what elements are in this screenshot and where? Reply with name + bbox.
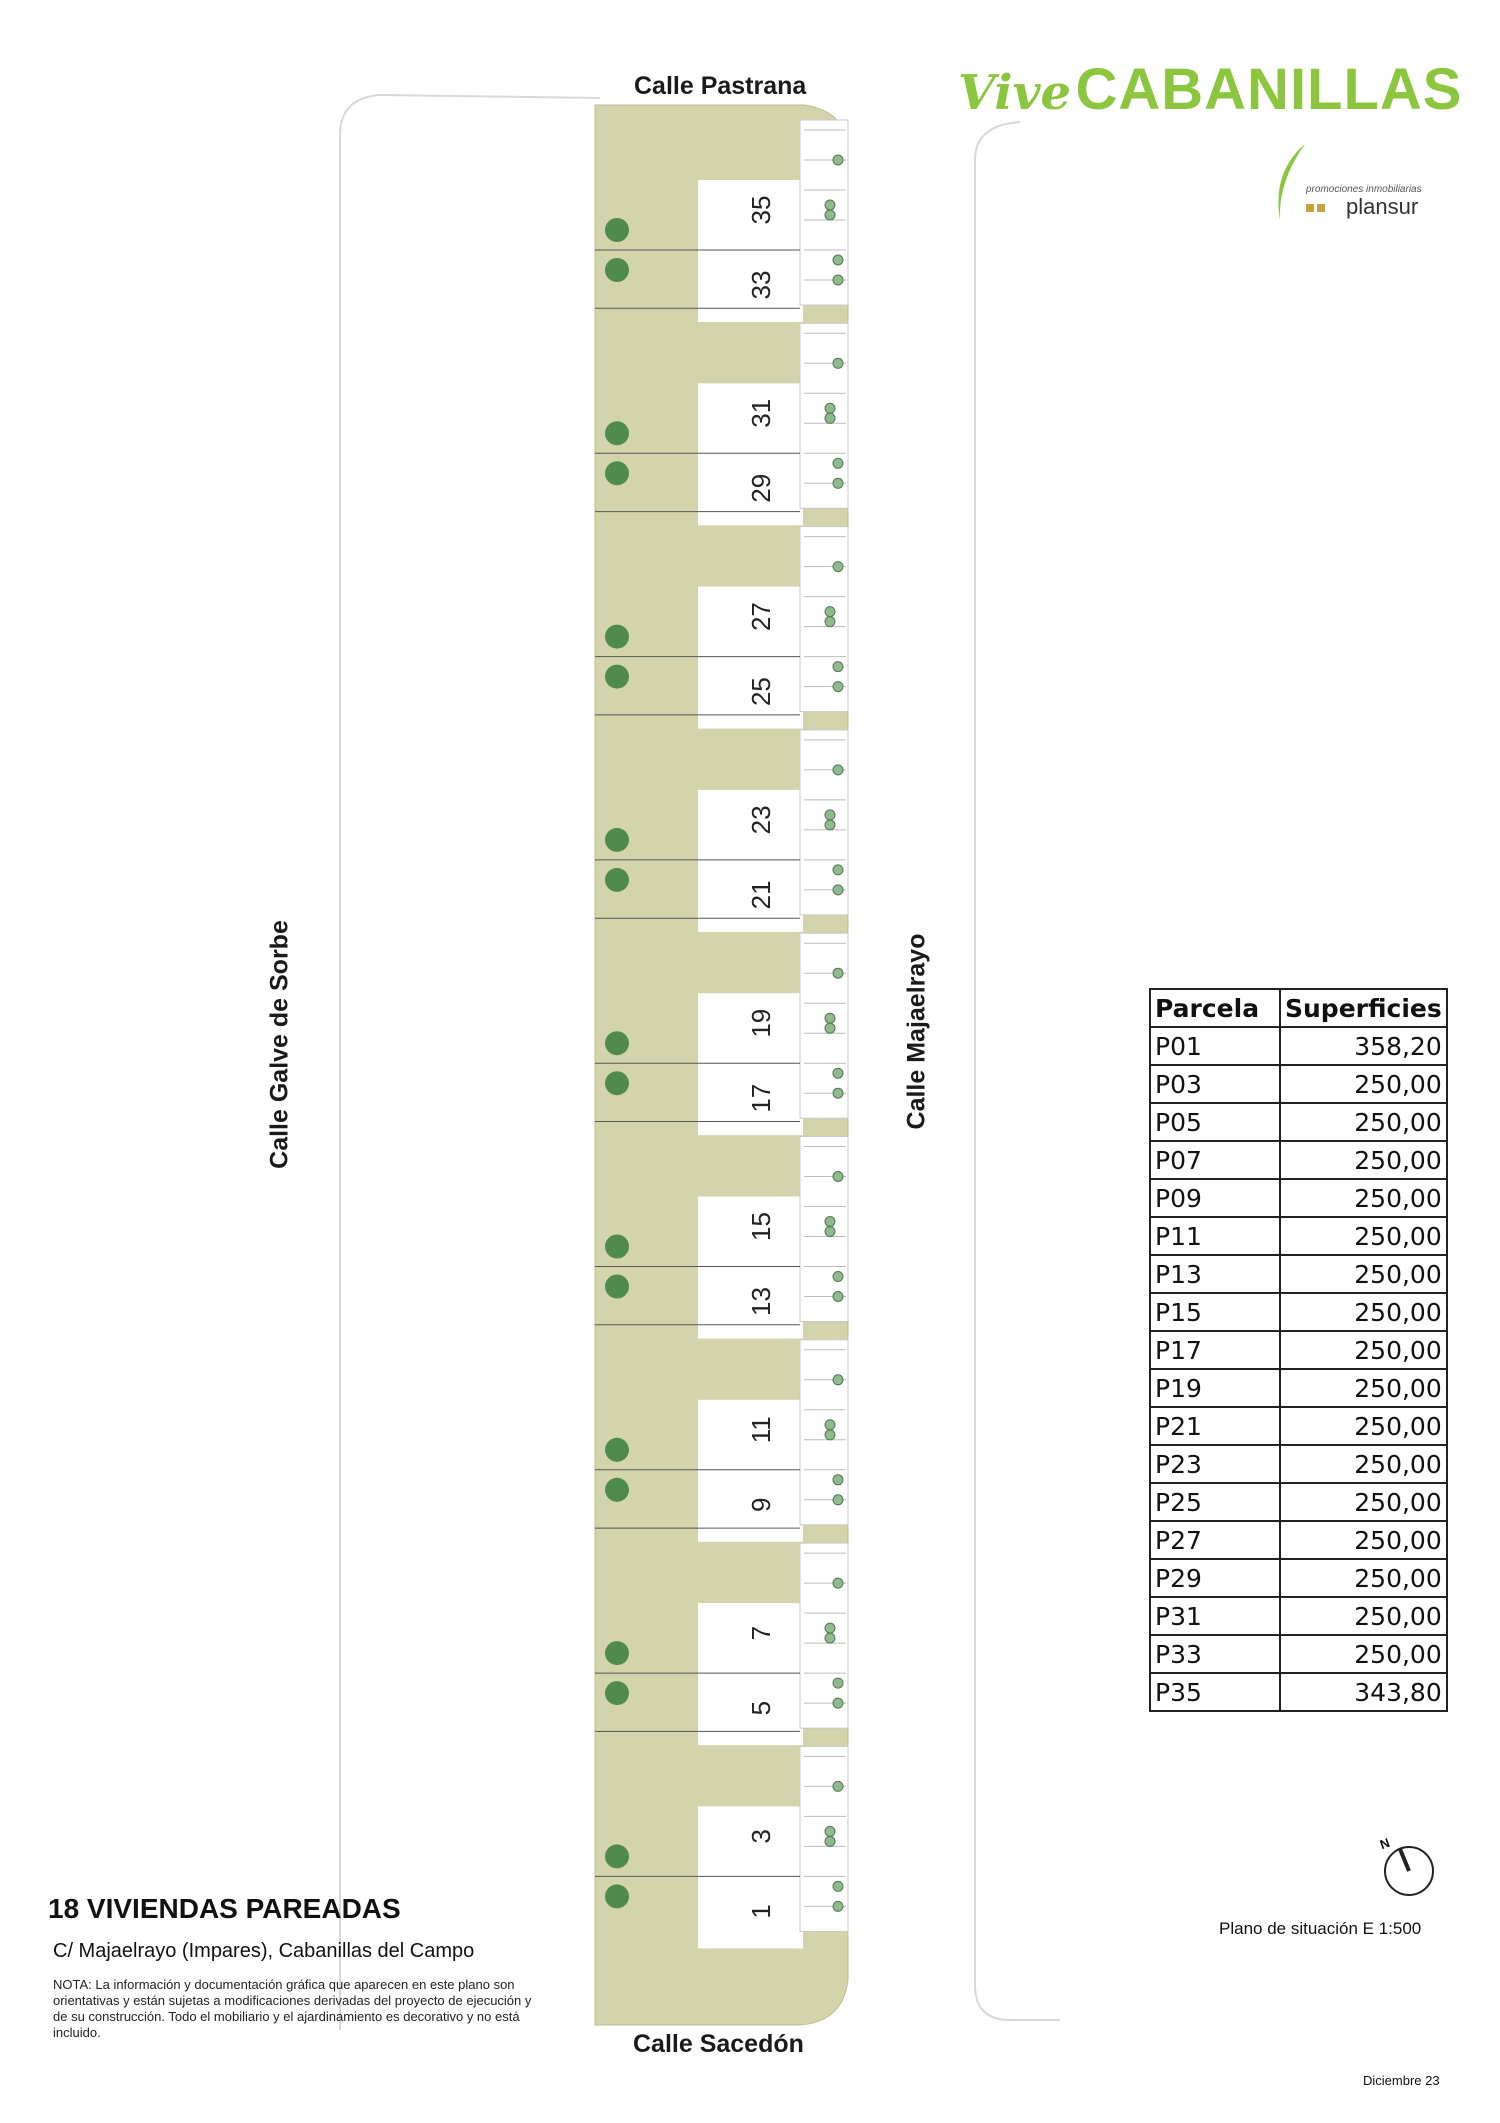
table-row xyxy=(1150,1027,1447,1065)
shrub-icon xyxy=(825,820,835,830)
plansur-tagline: promociones inmobiliarias xyxy=(1306,184,1422,195)
plot-number: 9 xyxy=(746,1497,776,1513)
parcel-id-cell: P23 xyxy=(1150,1445,1280,1483)
shrub-icon xyxy=(833,562,843,572)
parcel-area-cell: 250,00 xyxy=(1280,1255,1447,1293)
parcel-area-cell: 250,00 xyxy=(1280,1065,1447,1103)
parcel-id-cell: P31 xyxy=(1150,1597,1280,1635)
shrub-icon xyxy=(825,403,835,413)
tree-icon xyxy=(605,1275,629,1299)
tree-icon xyxy=(605,665,629,689)
street-east: Calle Majaelrayo xyxy=(902,933,931,1130)
shrub-icon xyxy=(833,968,843,978)
parcel-area-cell: 250,00 xyxy=(1280,1293,1447,1331)
table-row xyxy=(1150,1559,1447,1597)
shrub-icon xyxy=(833,275,843,285)
parcel-id-cell: P15 xyxy=(1150,1293,1280,1331)
shrub-icon xyxy=(833,358,843,368)
parcel-id-cell: P25 xyxy=(1150,1483,1280,1521)
table-row xyxy=(1150,1141,1447,1179)
shrub-icon xyxy=(833,1475,843,1485)
parcel-id-cell: P09 xyxy=(1150,1179,1280,1217)
table-row xyxy=(1150,1407,1447,1445)
parcel-id-cell: P27 xyxy=(1150,1521,1280,1559)
shrub-icon xyxy=(833,1375,843,1385)
shrub-icon xyxy=(833,765,843,775)
parcel-id-cell: P35 xyxy=(1150,1673,1280,1711)
gold-square-icon xyxy=(1306,204,1314,212)
parcel-area-cell: 358,20 xyxy=(1280,1027,1447,1065)
shrub-icon xyxy=(825,1836,835,1846)
shrub-icon xyxy=(825,617,835,627)
house-footprint xyxy=(698,1806,803,1948)
plot-number: 29 xyxy=(746,473,776,503)
shrub-icon xyxy=(825,1623,835,1633)
tree-icon xyxy=(605,421,629,445)
plot-number: 31 xyxy=(746,398,776,428)
plot-number: 17 xyxy=(746,1083,776,1113)
shrub-icon xyxy=(833,1781,843,1791)
parcel-area-cell: 250,00 xyxy=(1280,1445,1447,1483)
project-address: C/ Majaelrayo (Impares), Cabanillas del Campo xyxy=(53,1940,475,1962)
shrub-icon xyxy=(825,1633,835,1643)
tree-icon xyxy=(605,1031,629,1055)
parcel-area-cell: 250,00 xyxy=(1280,1559,1447,1597)
shrub-icon xyxy=(833,885,843,895)
plansur-name: plansur xyxy=(1346,194,1419,219)
tree-icon xyxy=(605,625,629,649)
north-arrow-icon xyxy=(1382,1844,1436,1898)
plot-number: 25 xyxy=(746,677,776,707)
street-north: Calle Pastrana xyxy=(634,72,807,100)
tree-icon xyxy=(605,1681,629,1705)
shrub-icon xyxy=(825,1420,835,1430)
leaf-icon xyxy=(1270,142,1310,222)
table-row xyxy=(1150,1597,1447,1635)
shrub-icon xyxy=(825,1217,835,1227)
parcel-area-cell: 250,00 xyxy=(1280,1179,1447,1217)
street-west: Calle Galve de Sorbe xyxy=(265,920,294,1169)
parcel-id-cell: P05 xyxy=(1150,1103,1280,1141)
parcel-id-cell: P07 xyxy=(1150,1141,1280,1179)
parcel-area-cell: 250,00 xyxy=(1280,1407,1447,1445)
project-note: NOTA: La información y documentación gráfica que aparecen en este plano son orientativas y están sujetas a modificaciones derivadas del proyecto de ejecución y de su construcción. Todo el mobiliario y el ajardinamiento es decorativo y no está incluido. xyxy=(53,1977,532,2040)
shrub-icon xyxy=(833,1088,843,1098)
shrub-icon xyxy=(833,155,843,165)
tree-icon xyxy=(605,828,629,852)
parcel-id-cell: P03 xyxy=(1150,1065,1280,1103)
shrub-icon xyxy=(833,1578,843,1588)
shrub-icon xyxy=(833,1698,843,1708)
tree-icon xyxy=(605,218,629,242)
tree-icon xyxy=(605,1438,629,1462)
tree-icon xyxy=(605,258,629,282)
west-street-outline xyxy=(340,95,600,2030)
table-row xyxy=(1150,1445,1447,1483)
scale-label: Plano de situación E 1:500 xyxy=(1219,1919,1422,1938)
shrub-icon xyxy=(825,1013,835,1023)
parcel-table xyxy=(1149,988,1448,1712)
shrub-icon xyxy=(825,810,835,820)
parcel-id-cell: P17 xyxy=(1150,1331,1280,1369)
tree-icon xyxy=(605,1071,629,1095)
parcel-table-wrapper xyxy=(1149,988,1448,1712)
shrub-icon xyxy=(825,607,835,617)
parcel-area-cell: 250,00 xyxy=(1280,1141,1447,1179)
east-street-outline xyxy=(975,122,1060,2020)
compass xyxy=(1377,1834,1440,1896)
plot-number: 15 xyxy=(746,1212,776,1241)
tree-icon xyxy=(605,1235,629,1259)
shrub-icon xyxy=(825,1227,835,1237)
parcel-id-cell: P13 xyxy=(1150,1255,1280,1293)
parcel-area-cell: 343,80 xyxy=(1280,1673,1447,1711)
plot-number: 3 xyxy=(746,1829,776,1844)
table-row xyxy=(1150,1369,1447,1407)
shrub-icon xyxy=(833,1172,843,1182)
table-row xyxy=(1150,1065,1447,1103)
plot-number: 19 xyxy=(746,1008,776,1038)
compass-label: N xyxy=(1377,1834,1392,1853)
header-superficies: Superficies xyxy=(1280,989,1447,1027)
shrub-icon xyxy=(825,1023,835,1033)
street-south: Calle Sacedón xyxy=(633,2030,804,2058)
gold-square-icon xyxy=(1317,204,1325,212)
plot-number: 1 xyxy=(746,1904,776,1919)
parcel-area-cell: 250,00 xyxy=(1280,1369,1447,1407)
plot-number: 5 xyxy=(746,1700,776,1716)
plot-number: 11 xyxy=(746,1416,776,1444)
table-row xyxy=(1150,1255,1447,1293)
parcel-id-cell: P19 xyxy=(1150,1369,1280,1407)
table-row xyxy=(1150,1293,1447,1331)
parcel-area-cell: 250,00 xyxy=(1280,1217,1447,1255)
tree-icon xyxy=(605,461,629,485)
parcel-area-cell: 250,00 xyxy=(1280,1597,1447,1635)
parcel-area-cell: 250,00 xyxy=(1280,1483,1447,1521)
shrub-icon xyxy=(825,200,835,210)
parcel-id-cell: P21 xyxy=(1150,1407,1280,1445)
shrub-icon xyxy=(833,1068,843,1078)
parcel-id-cell: P01 xyxy=(1150,1027,1280,1065)
shrub-icon xyxy=(833,865,843,875)
plot-number: 23 xyxy=(746,805,776,835)
shrub-icon xyxy=(833,458,843,468)
shrub-icon xyxy=(833,1292,843,1302)
table-header-row xyxy=(1150,989,1447,1027)
shrub-icon xyxy=(825,413,835,423)
shrub-icon xyxy=(833,682,843,692)
shrub-icon xyxy=(833,1901,843,1911)
parcel-area-cell: 250,00 xyxy=(1280,1521,1447,1559)
tree-icon xyxy=(605,1844,629,1868)
plot-number: 33 xyxy=(746,270,776,300)
shrub-icon xyxy=(833,1272,843,1282)
header-parcela: Parcela xyxy=(1150,989,1280,1027)
tree-icon xyxy=(605,1884,629,1908)
table-row xyxy=(1150,1673,1447,1711)
tree-icon xyxy=(605,1641,629,1665)
parcel-area-cell: 250,00 xyxy=(1280,1103,1447,1141)
table-row xyxy=(1150,1521,1447,1559)
shrub-icon xyxy=(833,1678,843,1688)
table-body xyxy=(1150,1027,1447,1711)
plot-number: 13 xyxy=(746,1287,776,1316)
parcel-id-cell: P29 xyxy=(1150,1559,1280,1597)
plot-number: 21 xyxy=(746,880,776,910)
project-title: 18 VIVIENDAS PAREADAS xyxy=(48,1893,401,1924)
table-row xyxy=(1150,1217,1447,1255)
tree-icon xyxy=(605,1478,629,1502)
tree-icon xyxy=(605,868,629,892)
shrub-icon xyxy=(833,1495,843,1505)
shrub-icon xyxy=(833,478,843,488)
table-row xyxy=(1150,1483,1447,1521)
brand-vive: Vive xyxy=(958,65,1072,121)
parcel-id-cell: P33 xyxy=(1150,1635,1280,1673)
shrub-icon xyxy=(825,1430,835,1440)
parcel-area-cell: 250,00 xyxy=(1280,1635,1447,1673)
house-footprint xyxy=(698,1603,803,1745)
parcel-id-cell: P11 xyxy=(1150,1217,1280,1255)
plot-number: 7 xyxy=(746,1625,776,1641)
shrub-icon xyxy=(833,662,843,672)
plot-number: 27 xyxy=(746,602,776,632)
table-row xyxy=(1150,1331,1447,1369)
shrub-icon xyxy=(825,210,835,220)
plan-date: Diciembre 23 xyxy=(1363,2073,1440,2088)
shrub-icon xyxy=(833,1881,843,1891)
brand-name: CABANILLAS xyxy=(1075,57,1463,122)
shrub-icon xyxy=(825,1826,835,1836)
parcel-area-cell: 250,00 xyxy=(1280,1331,1447,1369)
brand-logo xyxy=(958,56,1463,123)
shrub-icon xyxy=(833,255,843,265)
table-row xyxy=(1150,1179,1447,1217)
plansur-logo xyxy=(1270,142,1450,222)
table-row xyxy=(1150,1635,1447,1673)
plot-number: 35 xyxy=(746,195,776,225)
table-row xyxy=(1150,1103,1447,1141)
